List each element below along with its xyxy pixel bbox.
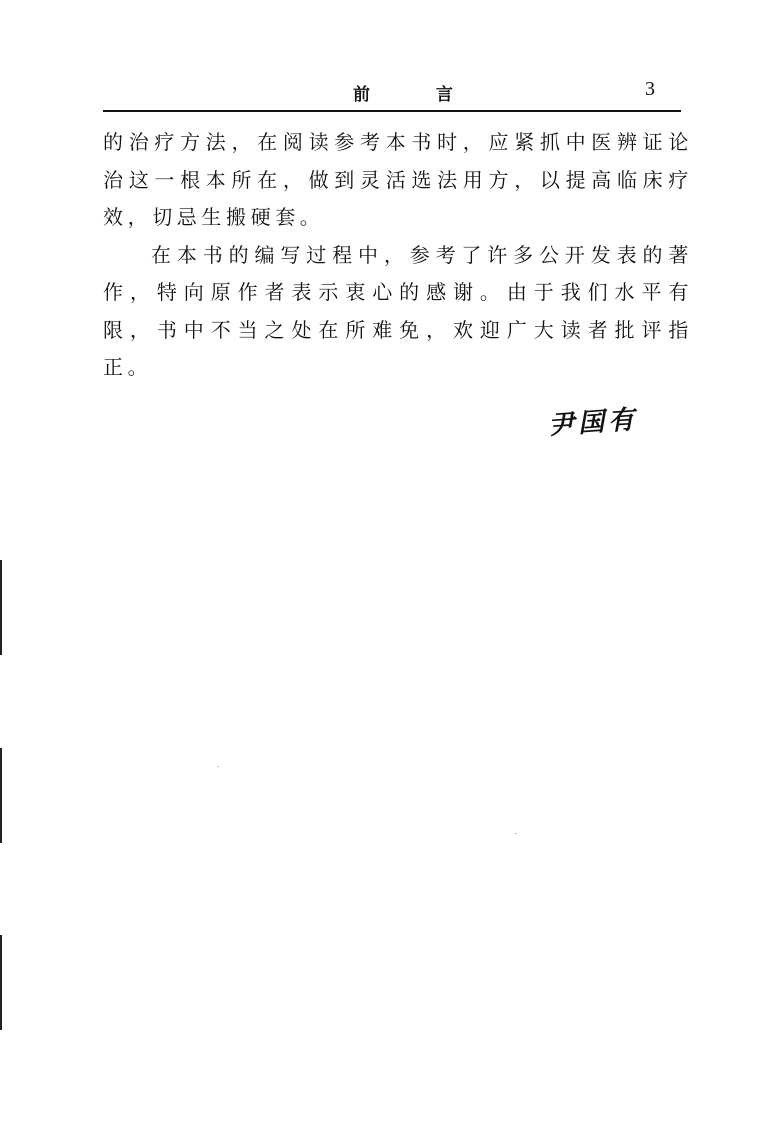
- page-number: 3: [645, 78, 655, 100]
- scan-speck: [218, 766, 219, 767]
- paragraph-1: 的治疗方法，在阅读参考本书时，应紧抓中医辨证论治这一根本所在，做到灵活选法用方，以提高临床疗效，切忌生搬硬套。: [103, 130, 693, 229]
- scan-margin-mark: [0, 935, 2, 1030]
- body-text: [103, 124, 693, 387]
- paragraph-2: 在本书的编写过程中，参考了许多公开发表的著作，特向原作者表示衷心的感谢。由于我们水平有限，书中不当之处在所难免，欢迎广大读者批评指正。: [103, 242, 693, 379]
- header-title: 前 言: [353, 85, 483, 105]
- author-signature: 尹国有: [547, 404, 640, 442]
- scan-speck: [515, 833, 516, 834]
- scan-margin-mark: [0, 560, 2, 655]
- page-header: [103, 78, 681, 108]
- header-divider: [103, 110, 681, 112]
- scan-margin-mark: [0, 748, 2, 843]
